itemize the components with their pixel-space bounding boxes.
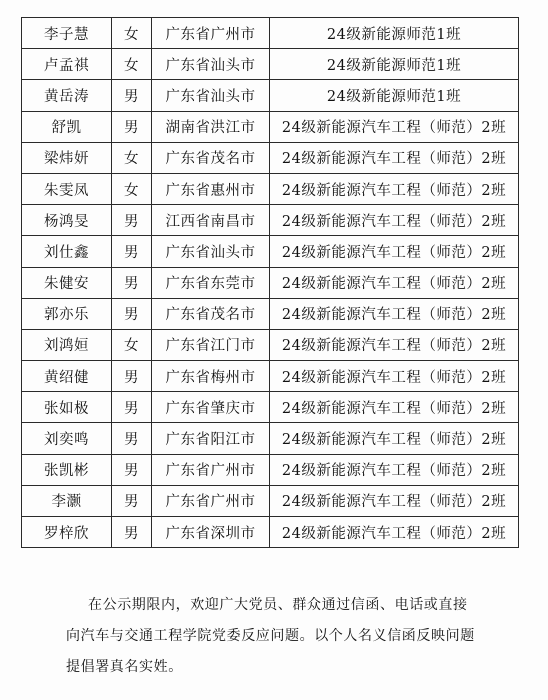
table-row bbox=[22, 173, 519, 204]
table-row bbox=[22, 517, 519, 548]
gender-cell: 男 bbox=[112, 205, 152, 236]
gender-cell: 女 bbox=[112, 329, 152, 360]
table-row bbox=[22, 80, 519, 111]
table-row bbox=[22, 454, 519, 485]
class-cell: 24级新能源汽车工程（师范）2班 bbox=[270, 423, 519, 454]
table-row bbox=[22, 298, 519, 329]
table-row bbox=[22, 205, 519, 236]
student-name-cell: 杨鸿旻 bbox=[22, 205, 112, 236]
class-cell: 24级新能源汽车工程（师范）2班 bbox=[270, 329, 519, 360]
origin-cell: 广东省肇庆市 bbox=[152, 392, 270, 423]
student-name-cell: 舒凯 bbox=[22, 111, 112, 142]
gender-cell: 男 bbox=[112, 485, 152, 516]
class-cell: 24级新能源汽车工程（师范）2班 bbox=[270, 485, 519, 516]
student-name-cell: 刘奕鸣 bbox=[22, 423, 112, 454]
table-row bbox=[22, 329, 519, 360]
origin-cell: 江西省南昌市 bbox=[152, 205, 270, 236]
class-cell: 24级新能源师范1班 bbox=[270, 80, 519, 111]
class-cell: 24级新能源汽车工程（师范）2班 bbox=[270, 236, 519, 267]
origin-cell: 湖南省洪江市 bbox=[152, 111, 270, 142]
student-name-cell: 黄岳涛 bbox=[22, 80, 112, 111]
gender-cell: 女 bbox=[112, 142, 152, 173]
gender-cell: 男 bbox=[112, 267, 152, 298]
table-row bbox=[22, 142, 519, 173]
gender-cell: 男 bbox=[112, 111, 152, 142]
origin-cell: 广东省阳江市 bbox=[152, 423, 270, 454]
notice-line-3: 提倡署真名实姓。 bbox=[66, 659, 183, 675]
student-name-cell: 郭亦乐 bbox=[22, 298, 112, 329]
student-name-cell: 梁炜妍 bbox=[22, 142, 112, 173]
notice-line-2: 向汽车与交通工程学院党委反应问题。以个人名义信函反映问题 bbox=[66, 628, 475, 644]
gender-cell: 男 bbox=[112, 423, 152, 454]
table-row bbox=[22, 236, 519, 267]
student-name-cell: 卢孟祺 bbox=[22, 49, 112, 80]
origin-cell: 广东省梅州市 bbox=[152, 361, 270, 392]
class-cell: 24级新能源汽车工程（师范）2班 bbox=[270, 454, 519, 485]
gender-cell: 男 bbox=[112, 236, 152, 267]
class-cell: 24级新能源汽车工程（师范）2班 bbox=[270, 298, 519, 329]
origin-cell: 广东省广州市 bbox=[152, 454, 270, 485]
gender-cell: 男 bbox=[112, 392, 152, 423]
origin-cell: 广东省汕头市 bbox=[152, 49, 270, 80]
student-name-cell: 罗梓欣 bbox=[22, 517, 112, 548]
table-row bbox=[22, 423, 519, 454]
gender-cell: 女 bbox=[112, 18, 152, 49]
class-cell: 24级新能源汽车工程（师范）2班 bbox=[270, 267, 519, 298]
origin-cell: 广东省广州市 bbox=[152, 18, 270, 49]
student-name-cell: 朱健安 bbox=[22, 267, 112, 298]
student-name-cell: 张如极 bbox=[22, 392, 112, 423]
gender-cell: 男 bbox=[112, 298, 152, 329]
notice-line-1: 在公示期限内，欢迎广大党员、群众通过信函、电话或直接 bbox=[88, 597, 468, 613]
student-name-cell: 刘鸿姮 bbox=[22, 329, 112, 360]
roster-table-body bbox=[22, 18, 519, 548]
table-row bbox=[22, 392, 519, 423]
gender-cell: 男 bbox=[112, 361, 152, 392]
origin-cell: 广东省茂名市 bbox=[152, 142, 270, 173]
class-cell: 24级新能源汽车工程（师范）2班 bbox=[270, 517, 519, 548]
class-cell: 24级新能源汽车工程（师范）2班 bbox=[270, 173, 519, 204]
table-row bbox=[22, 361, 519, 392]
class-cell: 24级新能源汽车工程（师范）2班 bbox=[270, 142, 519, 173]
origin-cell: 广东省江门市 bbox=[152, 329, 270, 360]
student-name-cell: 黄绍健 bbox=[22, 361, 112, 392]
gender-cell: 男 bbox=[112, 454, 152, 485]
student-name-cell: 朱雯凤 bbox=[22, 173, 112, 204]
gender-cell: 男 bbox=[112, 80, 152, 111]
class-cell: 24级新能源汽车工程（师范）2班 bbox=[270, 205, 519, 236]
table-row bbox=[22, 49, 519, 80]
student-name-cell: 刘仕鑫 bbox=[22, 236, 112, 267]
origin-cell: 广东省汕头市 bbox=[152, 236, 270, 267]
table-row bbox=[22, 111, 519, 142]
origin-cell: 广东省广州市 bbox=[152, 485, 270, 516]
class-cell: 24级新能源汽车工程（师范）2班 bbox=[270, 392, 519, 423]
gender-cell: 女 bbox=[112, 49, 152, 80]
origin-cell: 广东省汕头市 bbox=[152, 80, 270, 111]
table-row bbox=[22, 485, 519, 516]
public-notice bbox=[66, 590, 506, 683]
class-cell: 24级新能源师范1班 bbox=[270, 49, 519, 80]
student-roster-table bbox=[21, 17, 519, 548]
student-name-cell: 李灏 bbox=[22, 485, 112, 516]
table-row bbox=[22, 18, 519, 49]
gender-cell: 女 bbox=[112, 173, 152, 204]
student-name-cell: 张凯彬 bbox=[22, 454, 112, 485]
gender-cell: 男 bbox=[112, 517, 152, 548]
class-cell: 24级新能源汽车工程（师范）2班 bbox=[270, 361, 519, 392]
origin-cell: 广东省深圳市 bbox=[152, 517, 270, 548]
origin-cell: 广东省惠州市 bbox=[152, 173, 270, 204]
student-name-cell: 李子慧 bbox=[22, 18, 112, 49]
class-cell: 24级新能源汽车工程（师范）2班 bbox=[270, 111, 519, 142]
origin-cell: 广东省东莞市 bbox=[152, 267, 270, 298]
origin-cell: 广东省茂名市 bbox=[152, 298, 270, 329]
table-row bbox=[22, 267, 519, 298]
class-cell: 24级新能源师范1班 bbox=[270, 18, 519, 49]
